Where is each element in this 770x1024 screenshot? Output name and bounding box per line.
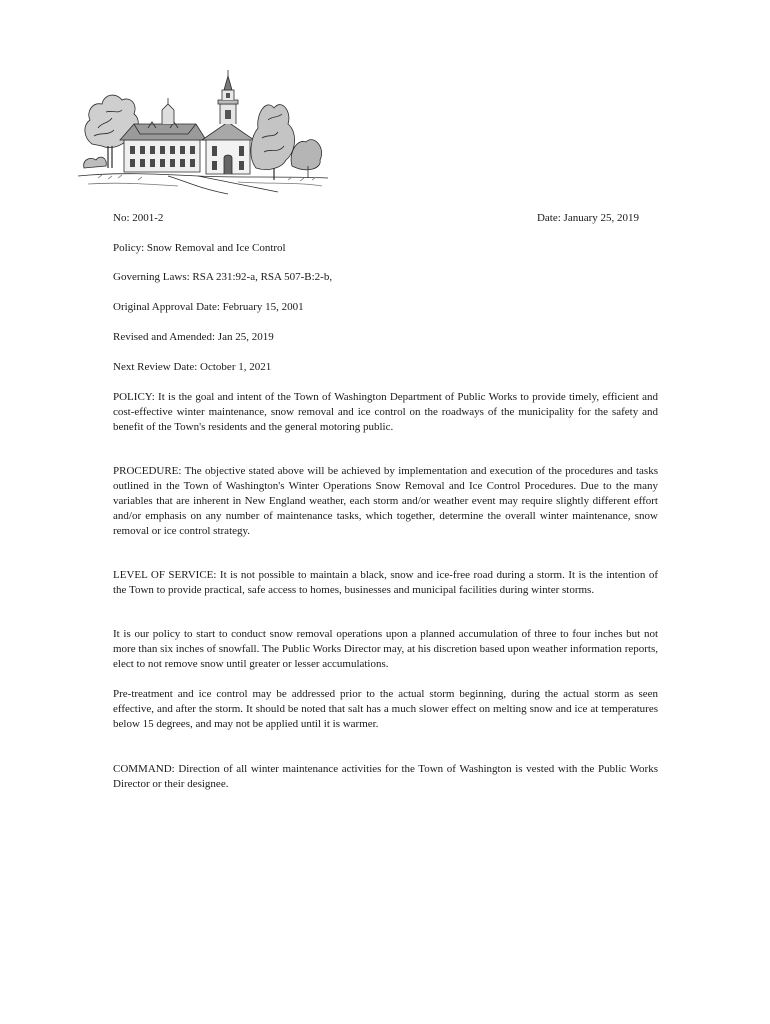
policy-paragraph: POLICY: It is the goal and intent of the Town of Washington Department of Public Works to provide timely, efficient and cost-effective winter maintenance, snow removal and ice control on the roadways of the municipality for the safety and benefit of the Town's residents and the general motoring public. — [113, 391, 658, 433]
procedure-paragraph: PROCEDURE: The objective stated above will be achieved by implementation and execution of the procedures and tasks outlined in the Town of Washington's Winter Operations Snow Removal and Ice Control Procedures. Due to the many variables that are inherent in New England weather, each storm and/or weather event may require slightly different effort and/or emphasis on any number of maintenance tasks, which together, determine the overall winter maintenance, snow removal or ice control strategy. — [113, 465, 658, 537]
original-approval-date: Original Approval Date: February 15, 2001 — [113, 301, 304, 313]
next-review-date: Next Review Date: October 1, 2021 — [113, 361, 272, 373]
snow-policy-paragraph: It is our policy to start to conduct snow removal operations upon a planned accumulation of three to four inches but not more than six inches of snowfall. The Public Works Director may, at his discretion based upon weather information reports, elect to not remove snow until greater or lesser accumulations. — [113, 628, 658, 670]
governing-laws: Governing Laws: RSA 231:92-a, RSA 507-B:2-b, — [113, 271, 333, 283]
command-paragraph: COMMAND: Direction of all winter maintenance activities for the Town of Washington is vested with the Public Works Director or their designee. — [113, 763, 658, 790]
town-hall-illustration — [78, 68, 328, 196]
document-date: Date: January 25, 2019 — [536, 212, 639, 224]
level-of-service-paragraph: LEVEL OF SERVICE: It is not possible to maintain a black, snow and ice-free road during a storm. It is the intention of the Town to provide practical, safe access to homes, businesses and municipal facilities during winter storms. — [113, 569, 658, 596]
revised-date: Revised and Amended: Jan 25, 2019 — [113, 331, 274, 343]
pretreatment-paragraph: Pre-treatment and ice control may be addressed prior to the actual storm beginning, during the actual storm as seen effective, and after the storm. It should be noted that salt has a much slower effect on melting snow and ice at temperatures below 15 degrees, and may not be applied until it is warmer. — [113, 688, 658, 730]
policy-number: No: 2001-2 — [113, 212, 164, 224]
policy-title: Policy: Snow Removal and Ice Control — [113, 242, 286, 254]
